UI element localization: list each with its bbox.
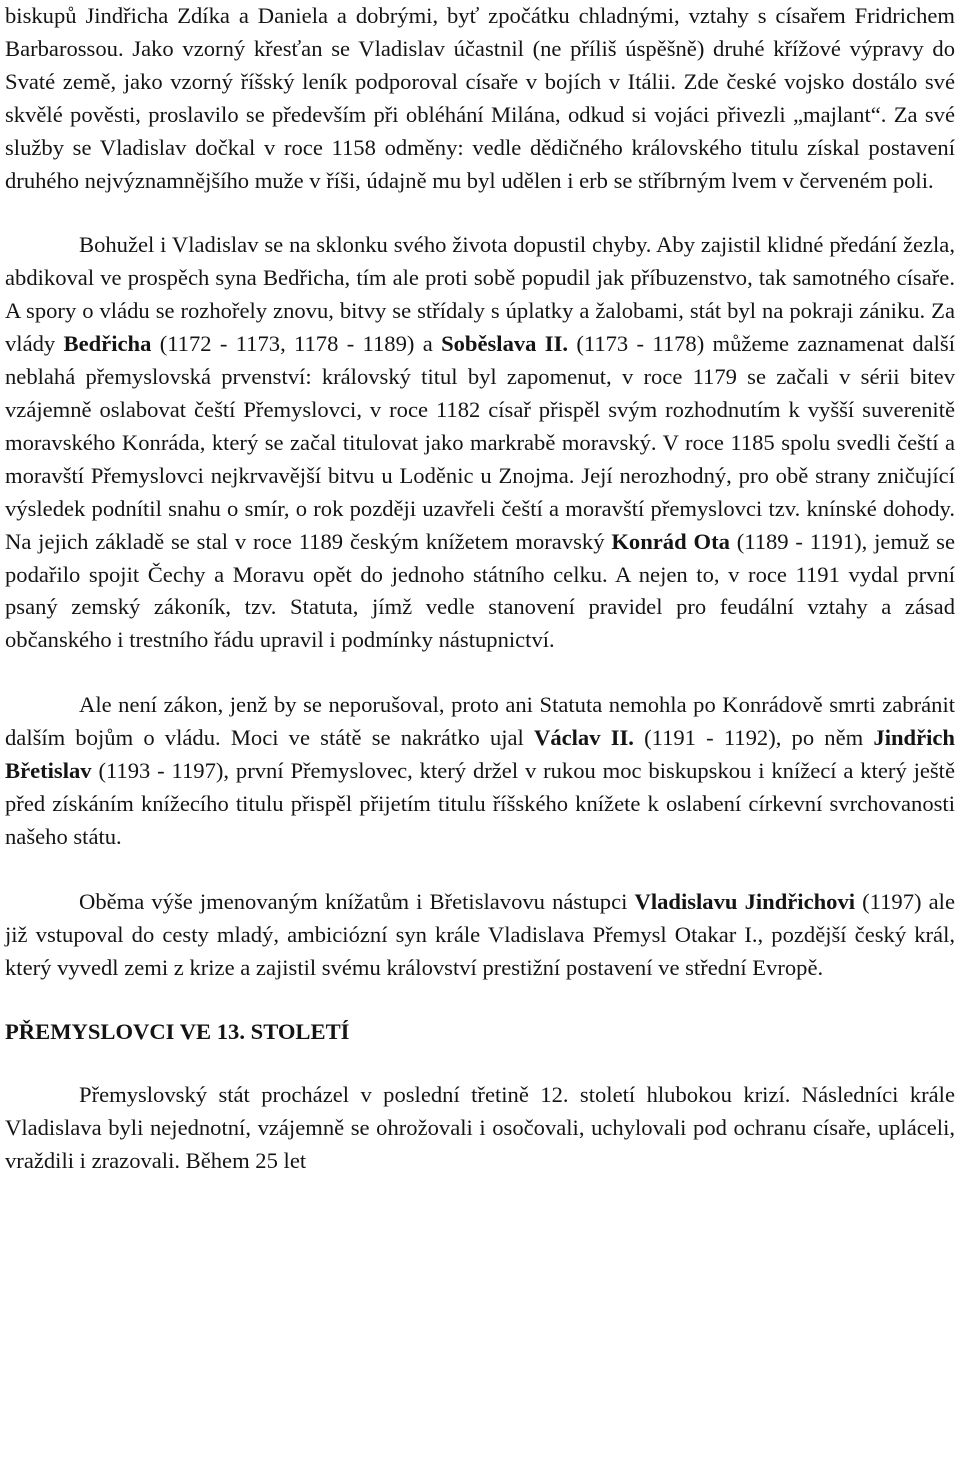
paragraph-abdication (5, 229, 955, 657)
paragraph-statuta (5, 689, 955, 854)
bold-name-jindrich-bretislav: Jindřich Břetislav (5, 725, 955, 784)
bold-name-sobeslav: Soběslava II. (441, 331, 569, 357)
paragraph-text: Ale není zákon, jenž by se neporušoval, proto ani Statuta nemohla po Konrádově smrti zabránit dalším bojům o vládu. Moci ve státě se nakrátko ujal (5, 692, 955, 751)
paragraph-text: (1197) ale již vstupoval do cesty mladý, ambiciózní syn krále Vladislava Přemysl Otakar I., pozdější český král, který vyvedl zemi z krize a zajistil svému království prestižní postavení ve střední Evropě. (5, 888, 955, 980)
paragraph-premysl-otakar (5, 886, 955, 985)
bold-name-konrad-ota: Konrád Ota (611, 528, 730, 554)
bold-name-bedrich: Bedřicha (63, 331, 152, 357)
paragraph-text: (1173 - 1178) můžeme zaznamenat další neblahá přemyslovská prvenství: královský titul byl zapomenut, v roce 1179 se začali v sérii bitev vzájemně oslabovat čeští Přemyslovci, v roce 1182 císař přispěl svým rozhodnutím k vyšší suverenitě moravského Konráda, který se začal titulovat jako markrabě moravský. V roce 1185 spolu svedli čeští a moravští Přemyslovci nejkrvavější bitvu u Loděnic u Znojma. Její nerozhodný, pro obě strany zničující výsledek podnítil snahu o smír, o rok později uzavřeli čeští a moravští přemyslovci tzv. knínské dohody. Na jejich základě se stal v roce 1189 českým knížetem moravský (5, 331, 955, 554)
paragraph-text: (1172 - 1173, 1178 - 1189) a (151, 331, 442, 357)
paragraph-vladislav-reign (5, 0, 955, 197)
paragraph-13th-century (5, 1079, 955, 1178)
bold-name-vaclav: Václav II. (534, 725, 634, 751)
section-heading: PŘEMYSLOVCI VE 13. STOLETÍ (5, 1019, 350, 1045)
paragraph-text: Přemyslovský stát procházel v poslední třetině 12. století hlubokou krizí. Následníci krále Vladislava byli nejednotní, vzájemně se ohrožovali i osočovali, uchylovali pod ochranu císaře, upláceli, vraždili i zrazovali. Během 25 let (5, 1082, 955, 1174)
paragraph-text: Bohužel i Vladislav se na sklonku svého života dopustil chyby. Aby zajistil klidné předání žezla, abdikoval ve prospěch syna Bedřicha, tím ale proti sobě popudil jak příbuzenstvo, tak samotného císaře. A spory o vládu se rozhořely znovu, bitvy se střídaly s úplatky a žalobami, stát byl na pokraji zániku. Za vlády (5, 232, 955, 357)
paragraph-text: Oběma výše jmenovaným knížatům i Břetislavovu nástupci (79, 888, 635, 914)
paragraph-text: (1191 - 1192), po něm (633, 725, 874, 751)
paragraph-text: biskupů Jindřicha Zdíka a Daniela a dobrými, byť zpočátku chladnými, vztahy s císařem Fridrichem Barbarossou. Jako vzorný křesťan se Vladislav účastnil (ne příliš úspěšně) druhé křížové výpravy do Svaté země, jako vzorný říšský leník podporoval císaře v bojích v Itálii. Zde české vojsko dostálo své skvělé pověsti, proslavilo se především při obléhání Milána, odkud si vojáci přivezli „majlant“. Za své služby se Vladislav dočkal v roce 1158 odměny: vedle dědičného královského titulu získal postavení druhého nejvýznamnějšího muže v říši, údajně mu byl udělen i erb se stříbrným lvem v červeném poli. (5, 3, 955, 193)
bold-name-vladislav-jindrich: Vladislavu Jindřichovi (634, 888, 856, 914)
document-page (5, 0, 955, 1178)
paragraph-text: (1189 - 1191), jemuž se podařilo spojit Čechy a Moravu opět do jednoho státního celku. A nejen to, v roce 1191 vydal první psaný zemský zákoník, tzv. Statuta, jímž vedle stanovení pravidel pro feudální vztahy a zásad občanského i trestního řádu upravil i podmínky nástupnictví. (5, 528, 955, 653)
paragraph-text: (1193 - 1197), první Přemyslovec, který držel v rukou moc biskupskou i knížecí a který ještě před získáním knížecího titulu přispěl přijetím titulu říšského knížete k oslabení církevní svrchovanosti našeho státu. (5, 758, 955, 849)
